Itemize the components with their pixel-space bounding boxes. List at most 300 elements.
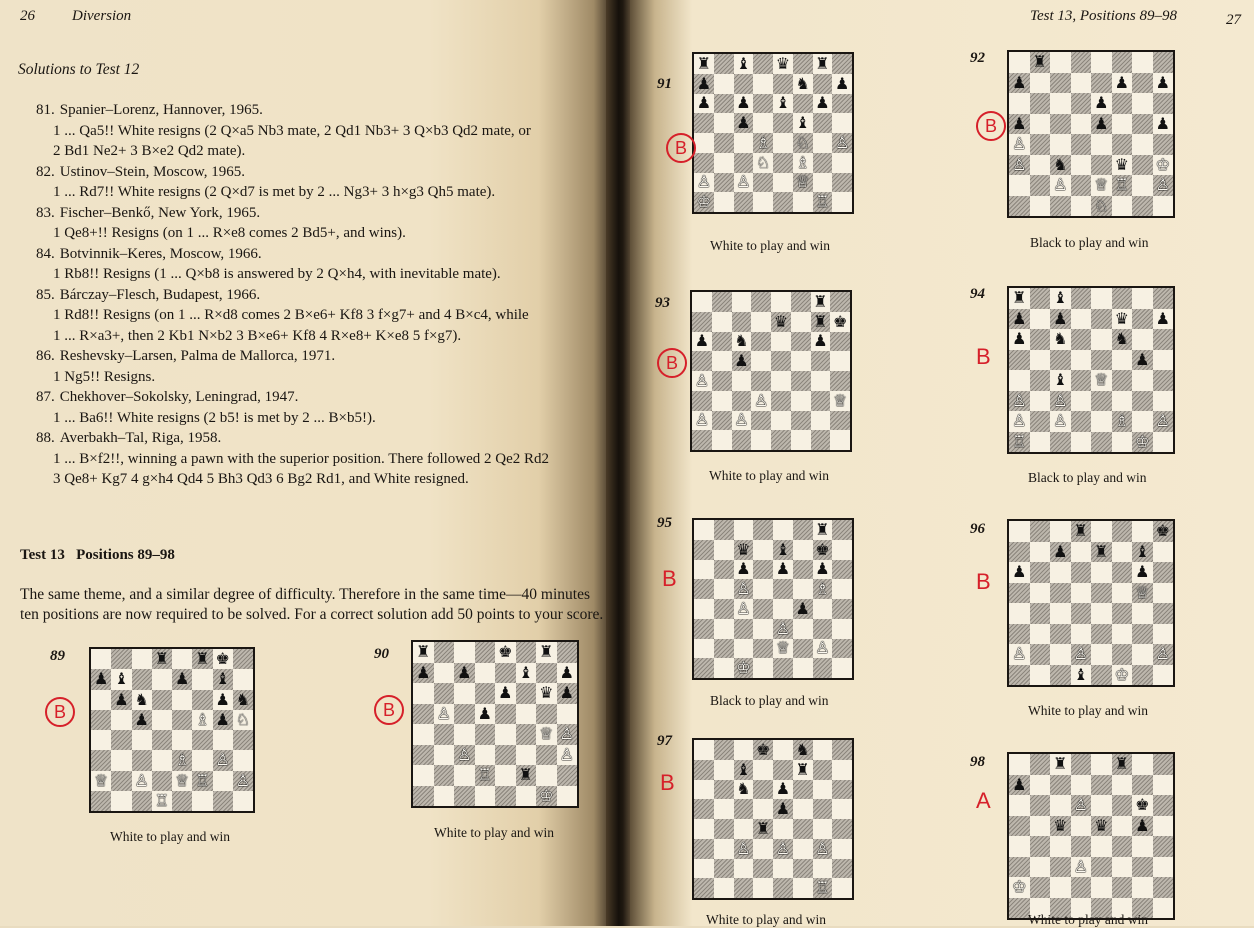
board-square (793, 133, 813, 153)
white-pawn-icon: ♙ (1053, 390, 1068, 410)
board-square (1030, 857, 1051, 878)
board-square (1091, 309, 1112, 330)
black-rook-icon: ♜ (813, 292, 828, 311)
board-square (714, 192, 734, 212)
board-square (1009, 795, 1030, 816)
board-square (1050, 93, 1071, 114)
board-square (1009, 288, 1030, 309)
board-square (773, 760, 793, 780)
black-pawn-icon: ♟ (1012, 308, 1027, 328)
position-number: 96 (970, 521, 985, 537)
white-bishop-icon: ♗ (795, 152, 810, 172)
board-square (1030, 175, 1051, 196)
board-square (536, 786, 557, 807)
solution-game: Spanier–Lorenz, Hannover, 1965. (59, 102, 263, 118)
position-caption: White to play and win (434, 825, 554, 840)
board-square (1153, 155, 1174, 176)
chess-diagram (692, 52, 854, 214)
solution-move-line: 1 Ng5!! Resigns. (53, 368, 156, 385)
black-rook-icon: ♜ (195, 649, 210, 669)
board-square (692, 351, 712, 371)
board-square (830, 312, 850, 332)
board-square (454, 683, 475, 704)
board-square (832, 113, 852, 133)
solution-game: Ustinov–Stein, Moscow, 1965. (59, 163, 246, 180)
board-square (714, 113, 734, 133)
board-square (773, 639, 793, 659)
chess-diagram (1007, 50, 1175, 218)
solution-entry (36, 244, 612, 285)
board-square (495, 786, 516, 807)
board-square (516, 683, 537, 704)
black-knight-icon: ♞ (1114, 329, 1129, 349)
board-square (1091, 562, 1112, 583)
board-square (813, 560, 833, 580)
board-square (773, 560, 793, 580)
black-bishop-icon: ♝ (215, 669, 230, 689)
black-pawn-icon: ♟ (1094, 93, 1109, 113)
board-square (1050, 603, 1071, 624)
board-square (557, 786, 578, 807)
board-square (1009, 391, 1030, 412)
board-square (734, 579, 754, 599)
board-square (111, 791, 131, 811)
white-king-icon: ♔ (1114, 664, 1129, 684)
white-pawn-icon: ♙ (815, 638, 830, 658)
board-square (813, 520, 833, 540)
chess-diagram (89, 647, 255, 813)
board-square (1091, 175, 1112, 196)
board-square (233, 750, 253, 770)
solution-number: 83. (36, 204, 55, 221)
solution-move-line: 1 ... Qa5!! White resigns (2 Q×a5 Nb3 mate, 2 Qd1 Nb3+ 3 Q×b3 Qd2 mate, or (53, 122, 531, 139)
board-square (1132, 542, 1153, 563)
board-square (213, 771, 233, 791)
board-square (1132, 370, 1153, 391)
black-bishop-icon: ♝ (775, 93, 791, 113)
black-rook-icon: ♜ (813, 311, 828, 331)
board-square (813, 94, 833, 114)
board-square (172, 791, 192, 811)
board-square (91, 710, 111, 730)
board-square (791, 351, 811, 371)
board-square (1112, 644, 1133, 665)
board-square (734, 560, 754, 580)
board-square (1030, 155, 1051, 176)
board-square (1009, 93, 1030, 114)
board-square (694, 192, 714, 212)
board-square (830, 411, 850, 431)
black-pawn-icon: ♟ (834, 73, 850, 93)
board-square (692, 332, 712, 352)
board-square (813, 859, 833, 879)
solution-game: Chekhover–Sokolsky, Leningrad, 1947. (59, 389, 299, 405)
board-square (1153, 836, 1174, 857)
board-square (413, 765, 434, 786)
board-square (1071, 93, 1092, 114)
board-square (132, 750, 152, 770)
white-pawn-icon: ♙ (1155, 175, 1170, 195)
black-pawn-icon: ♟ (775, 779, 791, 799)
board-square (734, 599, 754, 619)
board-square (732, 411, 752, 431)
white-pawn-icon: ♙ (1053, 175, 1068, 195)
handwritten-answer-mark: B (976, 569, 991, 594)
board-square (832, 192, 852, 212)
board-square (475, 745, 496, 766)
board-square (732, 312, 752, 332)
board-square (1050, 155, 1071, 176)
board-square (172, 750, 192, 770)
board-square (1050, 644, 1071, 665)
board-square (751, 411, 771, 431)
board-square (714, 658, 734, 678)
board-square (475, 683, 496, 704)
board-square (832, 560, 852, 580)
right-page-number: 27 (1226, 12, 1241, 28)
board-square (1050, 877, 1071, 898)
board-square (832, 599, 852, 619)
board-square (1030, 52, 1051, 73)
board-square (1153, 288, 1174, 309)
board-square (1153, 542, 1174, 563)
board-square (753, 173, 773, 193)
white-pawn-icon: ♙ (736, 838, 751, 858)
white-bishop-icon: ♗ (195, 709, 210, 729)
board-square (1091, 432, 1112, 453)
board-square (1009, 542, 1030, 563)
chess-diagram (1007, 752, 1175, 920)
solution-entry (36, 100, 612, 162)
board-square (233, 730, 253, 750)
black-bishop-icon: ♝ (1053, 370, 1068, 390)
position-number: 98 (970, 754, 985, 770)
white-king-icon: ♔ (736, 658, 751, 678)
board-square (793, 819, 813, 839)
board-square (1050, 816, 1071, 837)
position-number: 94 (970, 286, 985, 302)
board-square (1091, 350, 1112, 371)
board-square (1030, 288, 1051, 309)
white-pawn-icon: ♙ (235, 770, 251, 790)
board-square (832, 658, 852, 678)
board-square (830, 430, 850, 450)
black-rook-icon: ♜ (1094, 541, 1109, 561)
board-square (413, 704, 434, 725)
board-square (734, 540, 754, 560)
board-square (1091, 134, 1112, 155)
board-square (213, 710, 233, 730)
black-king-icon: ♚ (215, 649, 230, 669)
test-title: Test 13 Positions 89–98 (20, 547, 175, 563)
white-queen-icon: ♕ (174, 770, 190, 790)
board-square (233, 669, 253, 689)
board-square (1030, 836, 1051, 857)
board-square (516, 663, 537, 684)
board-square (475, 663, 496, 684)
board-square (714, 760, 734, 780)
black-pawn-icon: ♟ (1155, 113, 1170, 133)
board-square (793, 619, 813, 639)
solution-move-line: 1 ... B×f2!!, winning a pawn with the superior position. There followed 2 Qe2 Rd2 (53, 450, 550, 467)
white-rook-icon: ♖ (195, 770, 210, 790)
board-square (495, 704, 516, 725)
board-square (1030, 665, 1051, 686)
board-square (111, 771, 131, 791)
board-square (793, 839, 813, 859)
board-square (152, 750, 172, 770)
board-square (1112, 196, 1133, 217)
board-square (1091, 155, 1112, 176)
board-square (495, 663, 516, 684)
board-square (1030, 432, 1051, 453)
black-bishop-icon: ♝ (114, 669, 129, 689)
board-square (692, 371, 712, 391)
solution-number: 84. (36, 245, 55, 262)
solution-entry (36, 285, 612, 347)
board-square (1071, 370, 1092, 391)
position-number: 92 (970, 50, 985, 66)
board-square (1050, 350, 1071, 371)
board-square (1071, 134, 1092, 155)
board-square (1112, 309, 1133, 330)
black-pawn-icon: ♟ (1012, 774, 1027, 794)
board-square (1153, 562, 1174, 583)
black-pawn-icon: ♟ (815, 559, 830, 579)
board-square (1153, 391, 1174, 412)
board-square (832, 839, 852, 859)
board-square (1112, 542, 1133, 563)
board-square (813, 878, 833, 898)
black-rook-icon: ♜ (755, 819, 771, 838)
board-square (773, 173, 793, 193)
board-square (813, 74, 833, 94)
black-queen-icon: ♛ (1114, 308, 1129, 328)
board-square (773, 153, 793, 173)
board-square (1153, 877, 1174, 898)
board-square (832, 780, 852, 800)
board-square (714, 94, 734, 114)
board-square (714, 780, 734, 800)
board-square (734, 133, 754, 153)
board-square (791, 391, 811, 411)
board-square (91, 750, 111, 770)
board-square (1009, 329, 1030, 350)
board-square (694, 113, 714, 133)
handwritten-answer-mark: B (45, 697, 75, 727)
board-square (753, 520, 773, 540)
board-square (413, 642, 434, 663)
board-square (813, 599, 833, 619)
board-square (811, 351, 831, 371)
chess-diagram (692, 738, 854, 900)
board-square (1050, 73, 1071, 94)
board-square (495, 765, 516, 786)
handwritten-answer-mark: A (976, 788, 991, 813)
board-square (1132, 624, 1153, 645)
board-square (1091, 877, 1112, 898)
board-square (1009, 603, 1030, 624)
board-square (1071, 52, 1092, 73)
board-square (813, 639, 833, 659)
white-pawn-icon: ♙ (736, 599, 751, 618)
board-square (1132, 583, 1153, 604)
board-square (152, 771, 172, 791)
board-square (91, 771, 111, 791)
board-square (152, 730, 172, 750)
board-square (1091, 665, 1112, 686)
solution-move-line: 1 Rb8!! Resigns (1 ... Q×b8 is answered by 2 Q×h4, with inevitable mate). (53, 266, 501, 282)
black-pawn-icon: ♟ (215, 689, 230, 709)
board-square (773, 780, 793, 800)
board-square (694, 760, 714, 780)
position-number: 95 (657, 515, 672, 531)
handwritten-answer-mark: B (666, 133, 696, 163)
board-square (694, 859, 714, 879)
board-square (1153, 624, 1174, 645)
board-square (714, 859, 734, 879)
black-pawn-icon: ♟ (736, 559, 751, 579)
solution-move-line: 3 Qe8+ Kg7 4 g×h4 Qd4 5 Bh3 Qd3 6 Bg2 Rd1, and White resigned. (53, 471, 469, 487)
black-rook-icon: ♜ (815, 54, 830, 73)
board-square (1091, 836, 1112, 857)
board-square (791, 411, 811, 431)
board-square (1050, 857, 1071, 878)
board-square (813, 113, 833, 133)
board-square (714, 599, 734, 619)
board-square (1009, 754, 1030, 775)
board-square (516, 642, 537, 663)
board-square (714, 540, 734, 560)
board-square (1132, 795, 1153, 816)
board-square (734, 192, 754, 212)
solution-entry (36, 428, 612, 490)
board-square (1050, 411, 1071, 432)
board-square (811, 332, 831, 352)
board-square (1030, 73, 1051, 94)
board-square (813, 133, 833, 153)
board-square (1030, 309, 1051, 330)
position-caption: Black to play and win (1030, 235, 1149, 250)
board-square (1050, 754, 1071, 775)
board-square (557, 724, 578, 745)
white-king-icon: ♔ (1012, 877, 1027, 897)
white-pawn-icon: ♙ (815, 838, 830, 858)
board-square (751, 391, 771, 411)
board-square (1153, 754, 1174, 775)
board-square (1050, 583, 1071, 604)
board-square (1050, 196, 1071, 217)
board-square (694, 658, 714, 678)
white-pawn-icon: ♙ (1012, 390, 1027, 410)
board-square (1071, 665, 1092, 686)
board-square (793, 113, 813, 133)
black-queen-icon: ♛ (1094, 815, 1109, 835)
board-square (1030, 411, 1051, 432)
board-square (213, 649, 233, 669)
board-square (712, 332, 732, 352)
board-square (413, 683, 434, 704)
board-square (793, 599, 813, 619)
black-pawn-icon: ♟ (114, 689, 129, 709)
board-square (213, 730, 233, 750)
black-pawn-icon: ♟ (813, 331, 828, 351)
white-pawn-icon: ♙ (1012, 134, 1027, 154)
board-square (1112, 583, 1133, 604)
board-square (811, 371, 831, 391)
board-square (714, 799, 734, 819)
white-pawn-icon: ♙ (694, 371, 710, 390)
board-square (832, 799, 852, 819)
board-square (832, 639, 852, 659)
board-square (830, 351, 850, 371)
board-square (773, 94, 793, 114)
board-square (1071, 857, 1092, 878)
board-square (1132, 155, 1153, 176)
left-running-head: Diversion (72, 8, 132, 24)
board-square (213, 750, 233, 770)
board-square (813, 540, 833, 560)
board-square (1009, 370, 1030, 391)
white-bishop-icon: ♗ (174, 750, 190, 770)
board-square (793, 560, 813, 580)
board-square (536, 724, 557, 745)
board-square (192, 791, 212, 811)
board-square (714, 579, 734, 599)
board-square (771, 391, 791, 411)
board-square (1009, 644, 1030, 665)
board-square (1071, 624, 1092, 645)
black-knight-icon: ♞ (736, 779, 751, 799)
black-pawn-icon: ♟ (815, 93, 830, 113)
board-square (1153, 603, 1174, 624)
position-number: 91 (657, 76, 672, 92)
board-square (172, 690, 192, 710)
board-square (132, 730, 152, 750)
board-square (1112, 329, 1133, 350)
board-square (434, 642, 455, 663)
board-square (172, 710, 192, 730)
board-square (454, 663, 475, 684)
board-square (813, 819, 833, 839)
board-square (152, 690, 172, 710)
board-square (832, 133, 852, 153)
board-square (753, 839, 773, 859)
black-knight-icon: ♞ (734, 331, 749, 351)
board-square (1030, 754, 1051, 775)
board-square (495, 642, 516, 663)
black-bishop-icon: ♝ (736, 54, 751, 73)
board-square (694, 74, 714, 94)
board-square (793, 520, 813, 540)
black-queen-icon: ♛ (736, 539, 751, 559)
board-square (793, 799, 813, 819)
board-square (732, 351, 752, 371)
board-square (495, 683, 516, 704)
solution-number: 81. (36, 102, 55, 118)
board-square (714, 153, 734, 173)
board-square (91, 669, 111, 689)
board-square (832, 540, 852, 560)
board-square (1112, 73, 1133, 94)
black-pawn-icon: ♟ (93, 669, 109, 689)
board-square (1071, 196, 1092, 217)
black-pawn-icon: ♟ (1155, 72, 1170, 92)
board-square (791, 292, 811, 312)
board-square (536, 683, 557, 704)
board-square (773, 799, 793, 819)
board-square (734, 799, 754, 819)
